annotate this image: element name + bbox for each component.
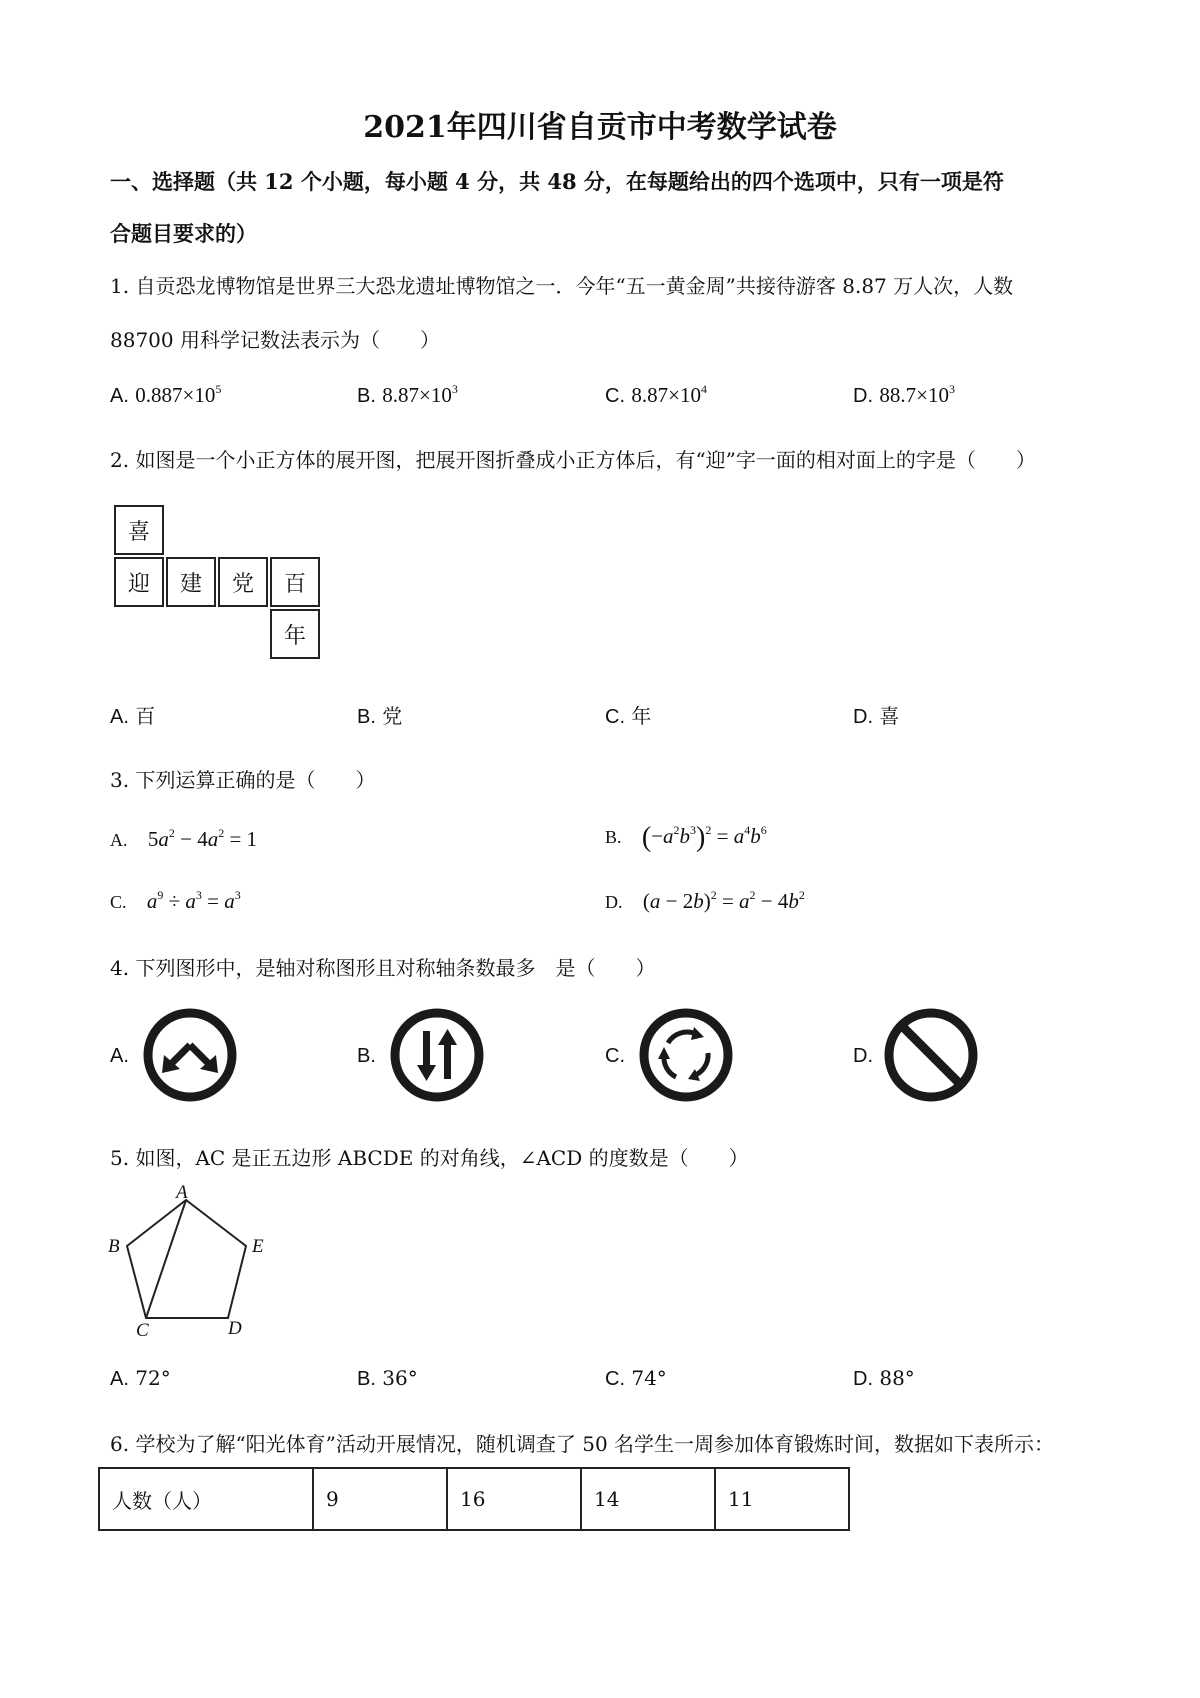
question-2: 2. 如图是一个小正方体的展开图，把展开图折叠成小正方体后，有“迎”字一面的相对面上的字是（ ） [110,448,1036,472]
q1-option-d[interactable]: D. $88.7\times 10^3$ [853,382,955,407]
roundabout-sign-icon [638,1007,734,1103]
page-title: 2021年四川省自贡市中考数学试卷 [363,110,837,145]
q3-option-d[interactable]: D. $(a - 2b)^2 = a^2 - 4b^2$ [605,888,805,913]
q5-option-b[interactable]: B. 36° [357,1366,418,1390]
q4-option-d-label[interactable]: D. [853,1045,873,1067]
q2-option-d[interactable]: D. 喜 [853,704,900,728]
diverge-arrows-sign-icon [142,1007,238,1103]
cube-face-ying: 迎 [114,557,164,607]
cube-net [114,505,334,665]
q3-option-c[interactable]: C. $a^9 \div a^3 = a^3$ [110,888,241,913]
q3-option-b[interactable]: B. $(-a^2b^3)^2 = a^4b^6$ [605,822,767,853]
q2-option-a[interactable]: A. 百 [110,704,156,728]
q1-option-c[interactable]: C. $8.87\times 10^4$ [605,382,707,407]
q1-option-a[interactable]: A. $0.887\times 10^5$ [110,382,222,407]
two-way-traffic-sign-icon [389,1007,485,1103]
table-cell: 16 [447,1468,581,1530]
q4-option-a-label[interactable]: A. [110,1045,129,1067]
section-header-line2: 合题目要求的） [110,221,257,246]
cube-face-jian: 建 [166,557,216,607]
vertex-label-c: C [136,1320,149,1341]
vertex-label-d: D [228,1318,242,1339]
q4-option-c-label[interactable]: C. [605,1045,625,1067]
table-cell: 14 [581,1468,715,1530]
table-header-cell: 人数（人） [99,1468,313,1530]
q5-option-a[interactable]: A. 72° [110,1366,171,1390]
table-row [99,1468,849,1530]
cube-face-dang: 党 [218,557,268,607]
q3-option-a[interactable]: A. $5a^2 - 4a^2 = 1$ [110,826,258,851]
q5-option-c[interactable]: C. 74° [605,1366,667,1390]
vertex-label-e: E [252,1236,264,1257]
question-6: 6. 学校为了解“阳光体育”活动开展情况，随机调查了 50 名学生一周参加体育锻炼时间，数据如下表所示： [110,1432,1055,1456]
cube-face-nian: 年 [270,609,320,659]
q5-option-d[interactable]: D. 88° [853,1366,915,1390]
question-3: 3. 下列运算正确的是（ ） [110,768,376,792]
table-cell: 11 [715,1468,849,1530]
question-5: 5. 如图，AC 是正五边形 ABCDE 的对角线，∠ACD 的度数是（ ） [110,1146,749,1170]
question-4: 4. 下列图形中，是轴对称图形且对称轴条数最多 是（ ） [110,956,656,980]
section-header-line1: 一、选择题（共 12 个小题，每小题 4 分，共 48 分，在每题给出的四个选项中，只有一项是符 [110,169,1004,194]
table-cell: 9 [313,1468,447,1530]
vertex-label-a: A [176,1182,188,1203]
q1-option-b[interactable]: B. $8.87\times 10^3$ [357,382,458,407]
q2-option-c[interactable]: C. 年 [605,704,652,728]
pentagon-figure [104,1182,274,1342]
q4-option-b-label[interactable]: B. [357,1045,376,1067]
vertex-label-b: B [108,1236,120,1257]
question-1-line2: 88700 用科学记数法表示为（ ） [110,328,440,352]
exercise-time-table [98,1467,850,1531]
prohibition-sign-icon [883,1007,979,1103]
pentagon-abcde-icon [104,1182,274,1342]
cube-face-xi: 喜 [114,505,164,555]
q2-option-b[interactable]: B. 党 [357,704,403,728]
question-1-line1: 1. 自贡恐龙博物馆是世界三大恐龙遗址博物馆之一．今年“五一黄金周”共接待游客 8.87 万人次，人数 [110,274,1014,298]
cube-face-bai: 百 [270,557,320,607]
